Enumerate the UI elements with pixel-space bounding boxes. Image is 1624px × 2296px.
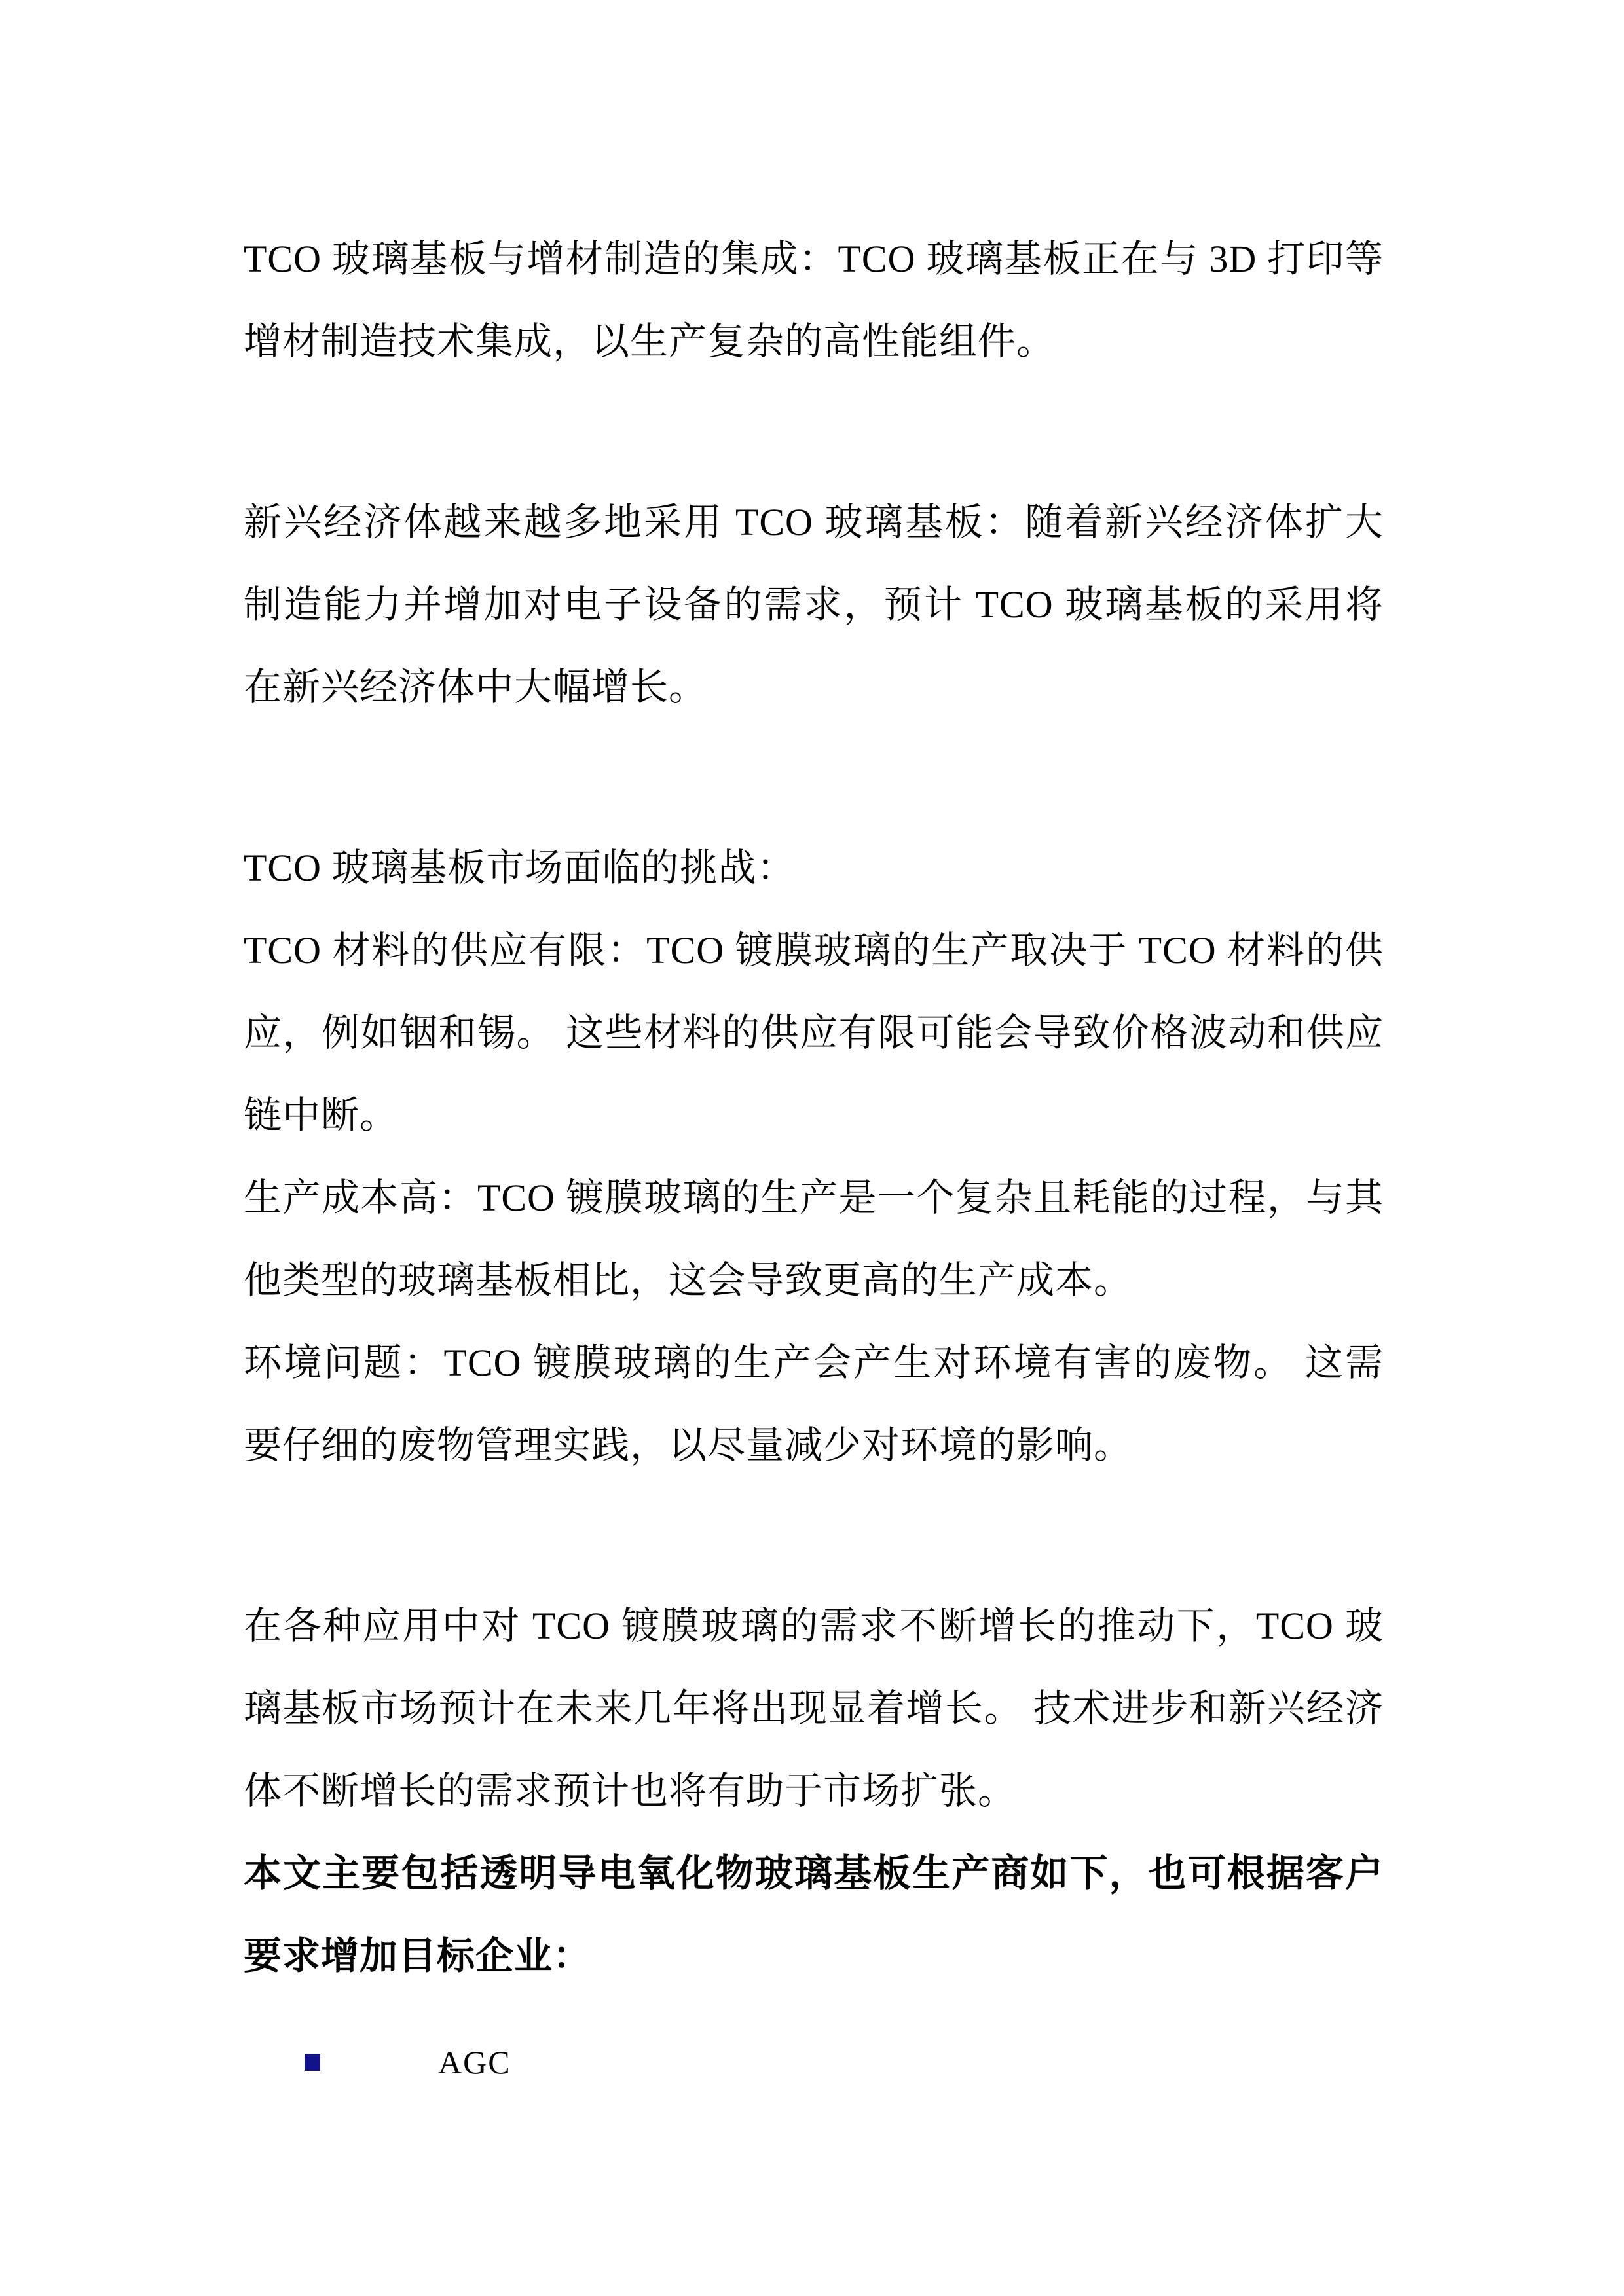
producer-name: AGC: [438, 2044, 511, 2081]
paragraph-environmental-issues: 环境问题：TCO 镀膜玻璃的生产会产生对环境有害的废物。 这需要仔细的废物管理实践，以尽量减少对环境的影响。: [244, 1341, 1384, 1467]
producer-item-agc: [244, 2021, 1384, 2104]
paragraph-limited-material-supply: TCO 材料的供应有限：TCO 镀膜玻璃的生产取决于 TCO 材料的供应，例如铟和锡。 这些材料的供应有限可能会导致价格波动和供应链中断。: [244, 929, 1384, 1137]
paragraph-additive-manufacturing-integration: TCO 玻璃基板与增材制造的集成：TCO 玻璃基板正在与 3D 打印等增材制造技术集成，以生产复杂的高性能组件。: [244, 238, 1384, 363]
paragraph-producers-intro: 本文主要包括透明导电氧化物玻璃基板生产商如下，也可根据客户要求增加目标企业：: [244, 1852, 1384, 1977]
paragraph-emerging-economies-adoption: 新兴经济体越来越多地采用 TCO 玻璃基板：随着新兴经济体扩大制造能力并增加对电子设备的需求，预计 TCO 玻璃基板的采用将在新兴经济体中大幅增长。: [244, 501, 1384, 708]
producer-list: [244, 2021, 1384, 2104]
paragraph-market-growth-outlook: 在各种应用中对 TCO 镀膜玻璃的需求不断增长的推动下，TCO 玻璃基板市场预计在未来几年将出现显着增长。 技术进步和新兴经济体不断增长的需求预计也将有助于市场扩张。: [244, 1605, 1384, 1812]
square-bullet-icon: [304, 2054, 320, 2071]
paragraph-high-production-cost: 生产成本高：TCO 镀膜玻璃的生产是一个复杂且耗能的过程，与其他类型的玻璃基板相比，这会导致更高的生产成本。: [244, 1176, 1384, 1302]
paragraph-market-challenges-heading: TCO 玻璃基板市场面临的挑战：: [244, 847, 796, 889]
